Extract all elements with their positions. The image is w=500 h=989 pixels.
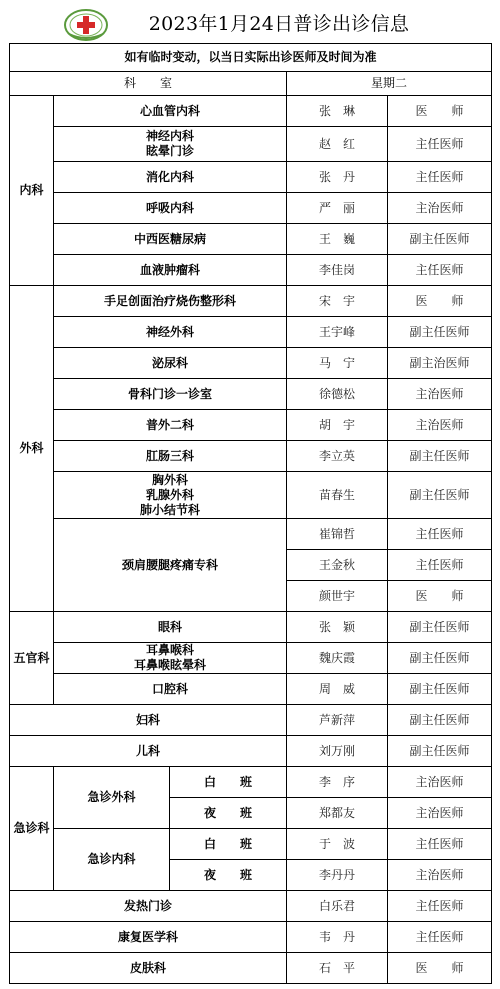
title-cell: 医 师	[388, 96, 492, 127]
dept-cell: 急诊外科	[54, 767, 170, 829]
dept-cell: 儿科	[10, 736, 287, 767]
doctor-cell: 石 平	[287, 953, 388, 984]
table-row	[10, 162, 492, 193]
title-cell: 主治医师	[388, 860, 492, 891]
title-cell: 主任医师	[388, 550, 492, 581]
dept-cell: 手足创面治疗烧伤整形科	[54, 286, 287, 317]
title-cell: 副主任医师	[388, 705, 492, 736]
doctor-cell: 李佳岗	[287, 255, 388, 286]
doctor-cell: 颜世宇	[287, 581, 388, 612]
dept-cell: 普外二科	[54, 410, 287, 441]
doctor-cell: 李立英	[287, 441, 388, 472]
doctor-cell: 白乐君	[287, 891, 388, 922]
dept-line: 神经内科	[145, 129, 194, 143]
group-waike: 外科	[10, 286, 54, 612]
title-cell: 副主任医师	[388, 472, 492, 519]
title-cell: 副主治医师	[388, 348, 492, 379]
group-neike: 内科	[10, 96, 54, 286]
dept-cell: 消化内科	[54, 162, 287, 193]
table-row	[10, 441, 492, 472]
hospital-logo-icon	[63, 8, 109, 42]
table-row	[10, 472, 492, 519]
doctor-cell: 徐德松	[287, 379, 388, 410]
dept-cell: 妇科	[10, 705, 287, 736]
dept-cell: 肛肠三科	[54, 441, 287, 472]
schedule-table	[9, 43, 492, 984]
page-header	[9, 5, 491, 43]
doctor-cell: 崔锦哲	[287, 519, 388, 550]
table-row	[10, 767, 492, 798]
group-wuguan: 五官科	[10, 612, 54, 705]
title-cell: 医 师	[388, 581, 492, 612]
title-cell: 副主任医师	[388, 674, 492, 705]
title-cell: 主任医师	[388, 922, 492, 953]
doctor-cell: 韦 丹	[287, 922, 388, 953]
doctor-cell: 严 丽	[287, 193, 388, 224]
doctor-cell: 张 琳	[287, 96, 388, 127]
notice-row	[10, 44, 492, 72]
title-cell: 主治医师	[388, 798, 492, 829]
notice-text: 如有临时变动，以当日实际出诊医师及时间为准	[10, 44, 492, 72]
title-cell: 主任医师	[388, 162, 492, 193]
title-cell: 医 师	[388, 953, 492, 984]
table-row	[10, 643, 492, 674]
table-header-row	[10, 72, 492, 96]
title-cell: 副主任医师	[388, 317, 492, 348]
title-cell: 副主任医师	[388, 441, 492, 472]
table-row	[10, 922, 492, 953]
table-row	[10, 255, 492, 286]
dept-cell: 呼吸内科	[54, 193, 287, 224]
dept-cell: 急诊内科	[54, 829, 170, 891]
doctor-cell: 魏庆霞	[287, 643, 388, 674]
table-row	[10, 286, 492, 317]
header-dept: 科 室	[10, 72, 287, 96]
shift-cell: 白 班	[170, 829, 287, 860]
table-row	[10, 410, 492, 441]
doctor-cell: 马 宁	[287, 348, 388, 379]
doctor-cell: 于 波	[287, 829, 388, 860]
doctor-cell: 芦新萍	[287, 705, 388, 736]
dept-cell: 皮肤科	[10, 953, 287, 984]
group-jizhen: 急诊科	[10, 767, 54, 891]
title-cell: 副主任医师	[388, 736, 492, 767]
doctor-cell: 张 丹	[287, 162, 388, 193]
dept-line: 眩晕门诊	[145, 144, 194, 158]
title-cell: 主治医师	[388, 410, 492, 441]
dept-cell: 骨科门诊一诊室	[54, 379, 287, 410]
title-cell: 主任医师	[388, 829, 492, 860]
dept-line: 耳鼻喉眩晕科	[133, 658, 206, 672]
dept-cell: 眼科	[54, 612, 287, 643]
table-row	[10, 379, 492, 410]
doctor-cell: 周 威	[287, 674, 388, 705]
dept-cell: 心血管内科	[54, 96, 287, 127]
dept-line: 乳腺外科	[145, 487, 194, 502]
dept-cell	[54, 643, 287, 674]
table-row	[10, 96, 492, 127]
title-cell: 主任医师	[388, 891, 492, 922]
dept-cell: 发热门诊	[10, 891, 287, 922]
title-cell: 主治医师	[388, 767, 492, 798]
dept-line: 肺小结节科	[139, 502, 200, 517]
doctor-cell: 刘万刚	[287, 736, 388, 767]
table-row	[10, 891, 492, 922]
doctor-cell: 李 序	[287, 767, 388, 798]
table-row	[10, 317, 492, 348]
doctor-cell: 张 颖	[287, 612, 388, 643]
title-cell: 主治医师	[388, 193, 492, 224]
table-row	[10, 193, 492, 224]
doctor-cell: 王金秋	[287, 550, 388, 581]
dept-cell: 泌尿科	[54, 348, 287, 379]
table-row	[10, 127, 492, 162]
table-row	[10, 519, 492, 550]
doctor-cell: 李丹丹	[287, 860, 388, 891]
table-row	[10, 674, 492, 705]
title-cell: 副主任医师	[388, 224, 492, 255]
doctor-cell: 宋 宇	[287, 286, 388, 317]
table-row	[10, 224, 492, 255]
title-cell: 主任医师	[388, 255, 492, 286]
shift-cell: 白 班	[170, 767, 287, 798]
table-row	[10, 612, 492, 643]
doctor-cell: 郑都友	[287, 798, 388, 829]
dept-cell: 康复医学科	[10, 922, 287, 953]
dept-cell: 口腔科	[54, 674, 287, 705]
dept-cell: 中西医糖尿病	[54, 224, 287, 255]
dept-cell: 血液肿瘤科	[54, 255, 287, 286]
title-cell: 主任医师	[388, 127, 492, 162]
doctor-cell: 赵 红	[287, 127, 388, 162]
shift-cell: 夜 班	[170, 860, 287, 891]
doctor-cell: 王 巍	[287, 224, 388, 255]
page-title: 2023年1月24日普诊出诊信息	[148, 13, 410, 35]
title-cell: 主治医师	[388, 379, 492, 410]
table-row	[10, 736, 492, 767]
header-day: 星期二	[287, 72, 492, 96]
dept-cell: 颈肩腰腿疼痛专科	[54, 519, 287, 612]
doctor-cell: 胡 宇	[287, 410, 388, 441]
table-row	[10, 829, 492, 860]
dept-cell: 神经外科	[54, 317, 287, 348]
dept-line: 胸外科	[151, 472, 188, 487]
doctor-cell: 王宇峰	[287, 317, 388, 348]
dept-line: 耳鼻喉科	[145, 643, 194, 657]
title-cell: 主任医师	[388, 519, 492, 550]
title-cell: 医 师	[388, 286, 492, 317]
table-row	[10, 348, 492, 379]
title-cell: 副主任医师	[388, 643, 492, 674]
table-row	[10, 705, 492, 736]
dept-cell	[54, 127, 287, 162]
shift-cell: 夜 班	[170, 798, 287, 829]
dept-cell	[54, 472, 287, 519]
table-row	[10, 953, 492, 984]
title-cell: 副主任医师	[388, 612, 492, 643]
doctor-cell: 苗春生	[287, 472, 388, 519]
